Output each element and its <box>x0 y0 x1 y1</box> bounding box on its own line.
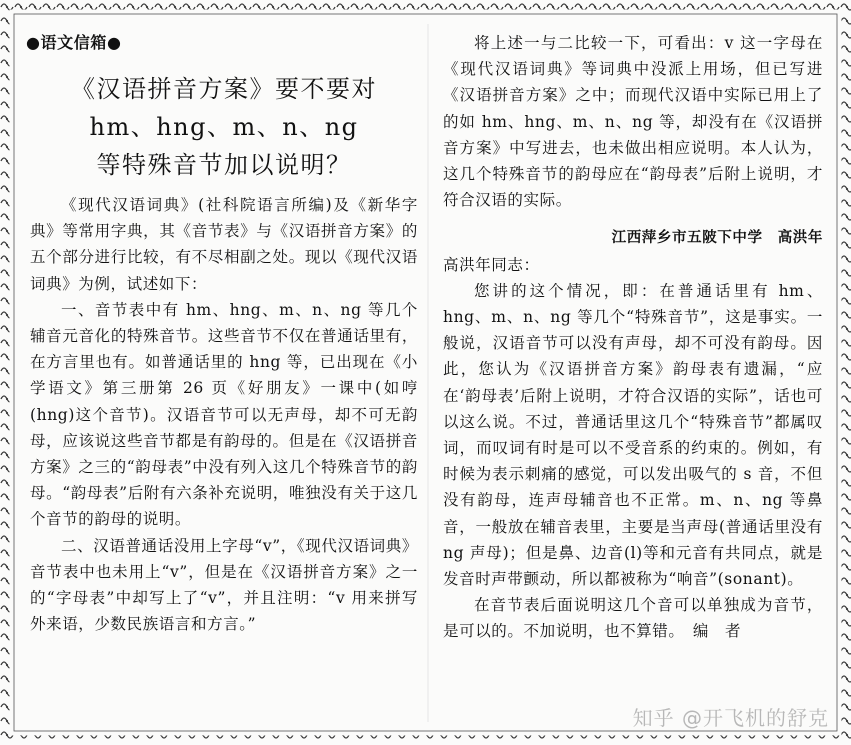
reply-paragraph: 您讲的这个情况，即：在普通话里有 hm、hng、m、n、ng 等几个“特殊音节”，这是事实。一般说，汉语音节可以没有声母，却不可没有韵母。因此，您认为《汉语拼音方案》韵母表有遗漏，“应在‘韵母表’后附上说明，才符合汉语的实际”，话也可以这么说。不过，普通话里这几个“特殊音节”都属叹词，而叹词有时是可以不受音系的约束的。例如，有时候为表示刺痛的感觉，可以发出吸气的 s 音，不但没有韵母，连声母辅音也不正常。m、n、ng 等鼻音，一般放在辅音表里，主要是当声母(普通话里没有 ng 声母)；但是鼻、边音(l)等和元音有共同点，就是发音时声带颤动，所以都被称为“响音”(sonant)。 <box>443 281 823 589</box>
title-line-1: 《汉语拼音方案》要不要对 <box>71 75 377 103</box>
right-column <box>443 30 823 645</box>
author-signature: 江西萍乡市五陂下中学 高洪年 <box>611 230 823 247</box>
body-paragraph: 将上述一与二比较一下，可看出：v 这一字母在《现代汉语词典》等词典中没派上用场，但已写进《汉语拼音方案》之中；而现代汉语中实际已用上了的如 hm、hng、m、n、ng 等，却没有在《汉语拼音方案》中写进去，也未做出相应说明。本人认为，这几个特殊音节的韵母应在“韵母表”后附上说明，才符合汉语的实际。 <box>443 34 823 210</box>
title-line-2: hm、hng、m、n、ng <box>89 113 359 141</box>
left-column <box>26 30 418 637</box>
column-tag: ●语文信箱● <box>26 33 122 52</box>
title-line-3: 等特殊音节加以说明？ <box>96 151 352 179</box>
reply-paragraph: 在音节表后面说明这几个音可以单独成为音节，是可以的。不加说明，也不算错。 编 者 <box>443 596 823 641</box>
article-title <box>30 70 418 184</box>
body-paragraph: 一、音节表中有 hm、hng、m、n、ng 等几个辅音元音化的特殊音节。这些音节不仅在普通话里有，在方言里也有。如普通话里的 hng 等，已出现在《小学语文》第三册第 26 页《好朋友》一课中(如哼(hng)这个音节)。汉语音节可以无声母，却不可无韵母，应该说这些音节都是有韵母的。但是在《汉语拼音方案》之三的“韵母表”中没有列入这几个特殊音节的韵母。“韵母表”后附有六条补充说明，唯独没有关于这几个音节的韵母的说明。 <box>30 300 418 529</box>
reply-salutation: 高洪年同志： <box>443 255 540 274</box>
watermark: 知乎 @开飞机的舒克 <box>632 706 829 730</box>
body-paragraph: 二、汉语普通话没用上字母“v”，《现代汉语词典》音节表中也未用上“v”，但是在《汉语拼音方案》之一的“字母表”中却写上了“v”，并且注明：“v 用来拼写外来语，少数民族语言和方言。” <box>30 536 418 634</box>
body-paragraph: 《现代汉语词典》(社科院语言所编)及《新华字典》等常用字典，其《音节表》与《汉语拼音方案》的五个部分进行比较，有不尽相副之处。现以《现代汉语词典》为例，试述如下： <box>30 196 418 293</box>
